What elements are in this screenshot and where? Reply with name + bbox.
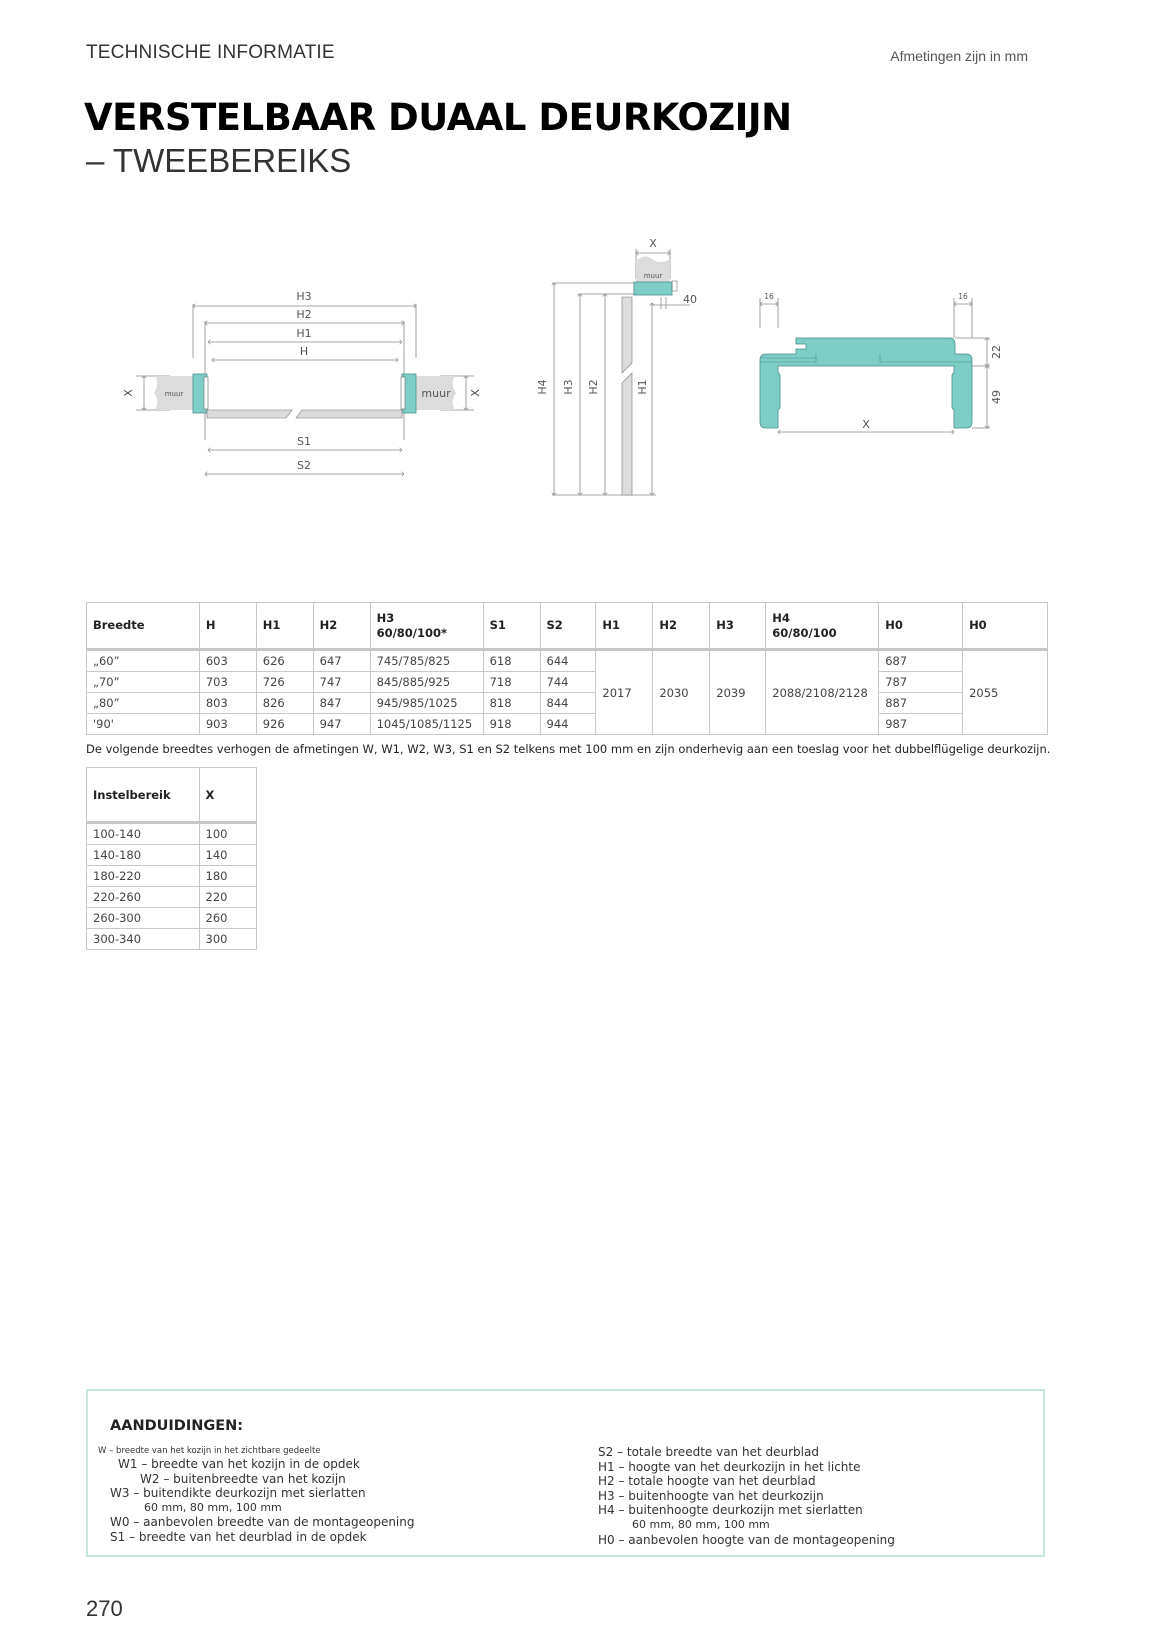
col-header: H [199, 603, 256, 650]
cell-h1: 726 [256, 672, 313, 693]
cell-h3: 945/985/1025 [370, 693, 483, 714]
legend-right-column [598, 1445, 895, 1547]
label-h2: H2 [296, 308, 312, 321]
legend-item: W – breedte van het kozijn in het zichtbare gedeelte [98, 1446, 321, 1456]
legend-item: H4 – buitenhoogte deurkozijn met sierlatten [598, 1503, 863, 1518]
col-header: H0 [963, 603, 1048, 650]
page-number: 270 [86, 1596, 123, 1621]
cell-h2: 947 [313, 714, 370, 735]
cell-h: 803 [199, 693, 256, 714]
table-row [87, 650, 1048, 672]
col-header: H0 [879, 603, 963, 650]
label-s2: S2 [297, 459, 311, 472]
legend-item: 60 mm, 80 mm, 100 mm [632, 1517, 770, 1531]
cell-h1: 626 [256, 650, 313, 672]
cell-h3: 745/785/825 [370, 650, 483, 672]
cell-x: 260 [199, 908, 257, 929]
cell-range: 300-340 [87, 929, 200, 950]
section-label: TECHNISCHE INFORMATIE [86, 42, 335, 63]
legend-item: W0 – aanbevolen breedte van de montageopening [110, 1515, 415, 1530]
col-header: H1 [596, 603, 653, 650]
table-row [87, 929, 257, 950]
col-header: S2 [540, 603, 596, 650]
cell-h: 903 [199, 714, 256, 735]
cell-breedte: '90' [87, 714, 200, 735]
table-header-row [87, 768, 257, 823]
cell-s2: 944 [540, 714, 596, 735]
col-header: H3 60/80/100* [370, 603, 483, 650]
legend-item: S1 – breedte van het deurblad in de opdek [110, 1529, 367, 1544]
label-wall-right: muur [421, 387, 451, 400]
cell-range: 180-220 [87, 866, 200, 887]
cell-breedte: „80” [87, 693, 200, 714]
label-h3: H3 [296, 290, 312, 303]
legend-item: S2 – totale breedte van het deurblad [598, 1445, 819, 1459]
cell-x: 220 [199, 887, 257, 908]
cell-x: 180 [199, 866, 257, 887]
label-wall: muur [643, 272, 663, 280]
label-h4: H4 [536, 379, 549, 395]
legend-item: W3 – buitendikte deurkozijn met sierlatten [110, 1486, 366, 1501]
section-view-diagram [536, 235, 700, 505]
cell-breedte: „60” [87, 650, 200, 672]
cell-x: 300 [199, 929, 257, 950]
label-h1: H1 [636, 379, 649, 395]
cell-height-h4: 2088/2108/2128 [766, 650, 879, 735]
label-s1: S1 [297, 435, 311, 448]
cell-height-h1: 2017 [596, 650, 653, 735]
label-wall-left: muur [164, 390, 184, 398]
cell-h2: 847 [313, 693, 370, 714]
cell-height-h3: 2039 [710, 650, 766, 735]
legend-item: H0 – aanbevolen hoogte van de montageopening [598, 1532, 895, 1547]
cell-x: 100 [199, 823, 257, 845]
frame-profile [760, 338, 972, 428]
table-row [87, 866, 257, 887]
units-note: Afmetingen zijn in mm [890, 48, 1028, 64]
cell-h0-width: 987 [879, 714, 963, 735]
cell-h0-width: 887 [879, 693, 963, 714]
col-header: H2 [653, 603, 710, 650]
label-22: 22 [990, 345, 1003, 359]
door-leaf-section [622, 297, 632, 495]
legend-box [86, 1389, 1045, 1557]
table-row [87, 714, 1048, 735]
cell-h2: 747 [313, 672, 370, 693]
label-40: 40 [683, 293, 697, 306]
page-title: VERSTELBAAR DUAAL DEURKOZIJN [84, 96, 792, 139]
legend-left-column [98, 1445, 414, 1545]
label-x-left: X [122, 389, 135, 397]
table-row [87, 845, 257, 866]
cell-h3: 845/885/925 [370, 672, 483, 693]
door-leaf [207, 410, 292, 418]
cell-s1: 818 [483, 693, 540, 714]
legend-item: W1 – breedte van het kozijn in de opdek [118, 1457, 360, 1471]
label-x: X [862, 418, 870, 431]
cell-h0-width: 687 [879, 650, 963, 672]
label-h1: H1 [296, 327, 312, 340]
cell-h: 603 [199, 650, 256, 672]
cell-range: 100-140 [87, 823, 200, 845]
cell-h0-width: 787 [879, 672, 963, 693]
col-header: X [199, 768, 257, 823]
dimensions-table [86, 602, 1048, 735]
cell-height-h2: 2030 [653, 650, 710, 735]
label-x: X [649, 237, 657, 250]
cell-h3: 1045/1085/1125 [370, 714, 483, 735]
legend-item: W2 – buitenbreedte van het kozijn [140, 1471, 346, 1486]
legend-item: H1 – hoogte van het deurkozijn in het lichte [598, 1459, 861, 1474]
label-h3: H3 [562, 379, 575, 395]
frame-top [634, 282, 672, 295]
cell-h1: 926 [256, 714, 313, 735]
table-row [87, 887, 257, 908]
col-header: H4 60/80/100 [766, 603, 879, 650]
label-x-right: X [469, 389, 482, 397]
cell-range: 260-300 [87, 908, 200, 929]
label-h: H [299, 345, 309, 358]
col-header: Breedte [87, 603, 200, 650]
label-h2: H2 [587, 379, 600, 395]
cell-s1: 718 [483, 672, 540, 693]
col-header: Instelbereik [87, 768, 200, 823]
table-row [87, 823, 257, 845]
legend-item: 60 mm, 80 mm, 100 mm [144, 1500, 282, 1514]
cell-s1: 618 [483, 650, 540, 672]
cell-h1: 826 [256, 693, 313, 714]
cell-range: 220-260 [87, 887, 200, 908]
cell-h0-height: 2055 [963, 650, 1048, 735]
col-header: H2 [313, 603, 370, 650]
col-header: H1 [256, 603, 313, 650]
label-16-right: 16 [958, 292, 968, 301]
label-16-left: 16 [764, 292, 774, 301]
profile-diagram [750, 290, 1010, 450]
table-row [87, 908, 257, 929]
cell-h: 703 [199, 672, 256, 693]
cell-s1: 918 [483, 714, 540, 735]
cell-range: 140-180 [87, 845, 200, 866]
table-row [87, 672, 1048, 693]
legend-item: H3 – buitenhoogte van het deurkozijn [598, 1488, 824, 1503]
legend-title: AANDUIDINGEN: [110, 1418, 244, 1434]
table-row [87, 693, 1048, 714]
cell-s2: 844 [540, 693, 596, 714]
table-header-row [87, 603, 1048, 650]
page-subtitle: – TWEEBEREIKS [86, 142, 352, 179]
range-table [86, 767, 257, 950]
surcharge-note: De volgende breedtes verhogen de afmetingen W, W1, W2, W3, S1 en S2 telkens met 100 mm en zijn onderhevig aan een toeslag voor het dubbelflügelige deurkozijn. [86, 742, 1051, 756]
col-header: S1 [483, 603, 540, 650]
cell-h2: 647 [313, 650, 370, 672]
cell-breedte: „70” [87, 672, 200, 693]
plan-view-diagram [110, 280, 490, 490]
legend-item: H2 – totale hoogte van het deurblad [598, 1474, 816, 1489]
label-49: 49 [990, 390, 1003, 404]
cell-s2: 644 [540, 650, 596, 672]
cell-s2: 744 [540, 672, 596, 693]
col-header: H3 [710, 603, 766, 650]
cell-x: 140 [199, 845, 257, 866]
